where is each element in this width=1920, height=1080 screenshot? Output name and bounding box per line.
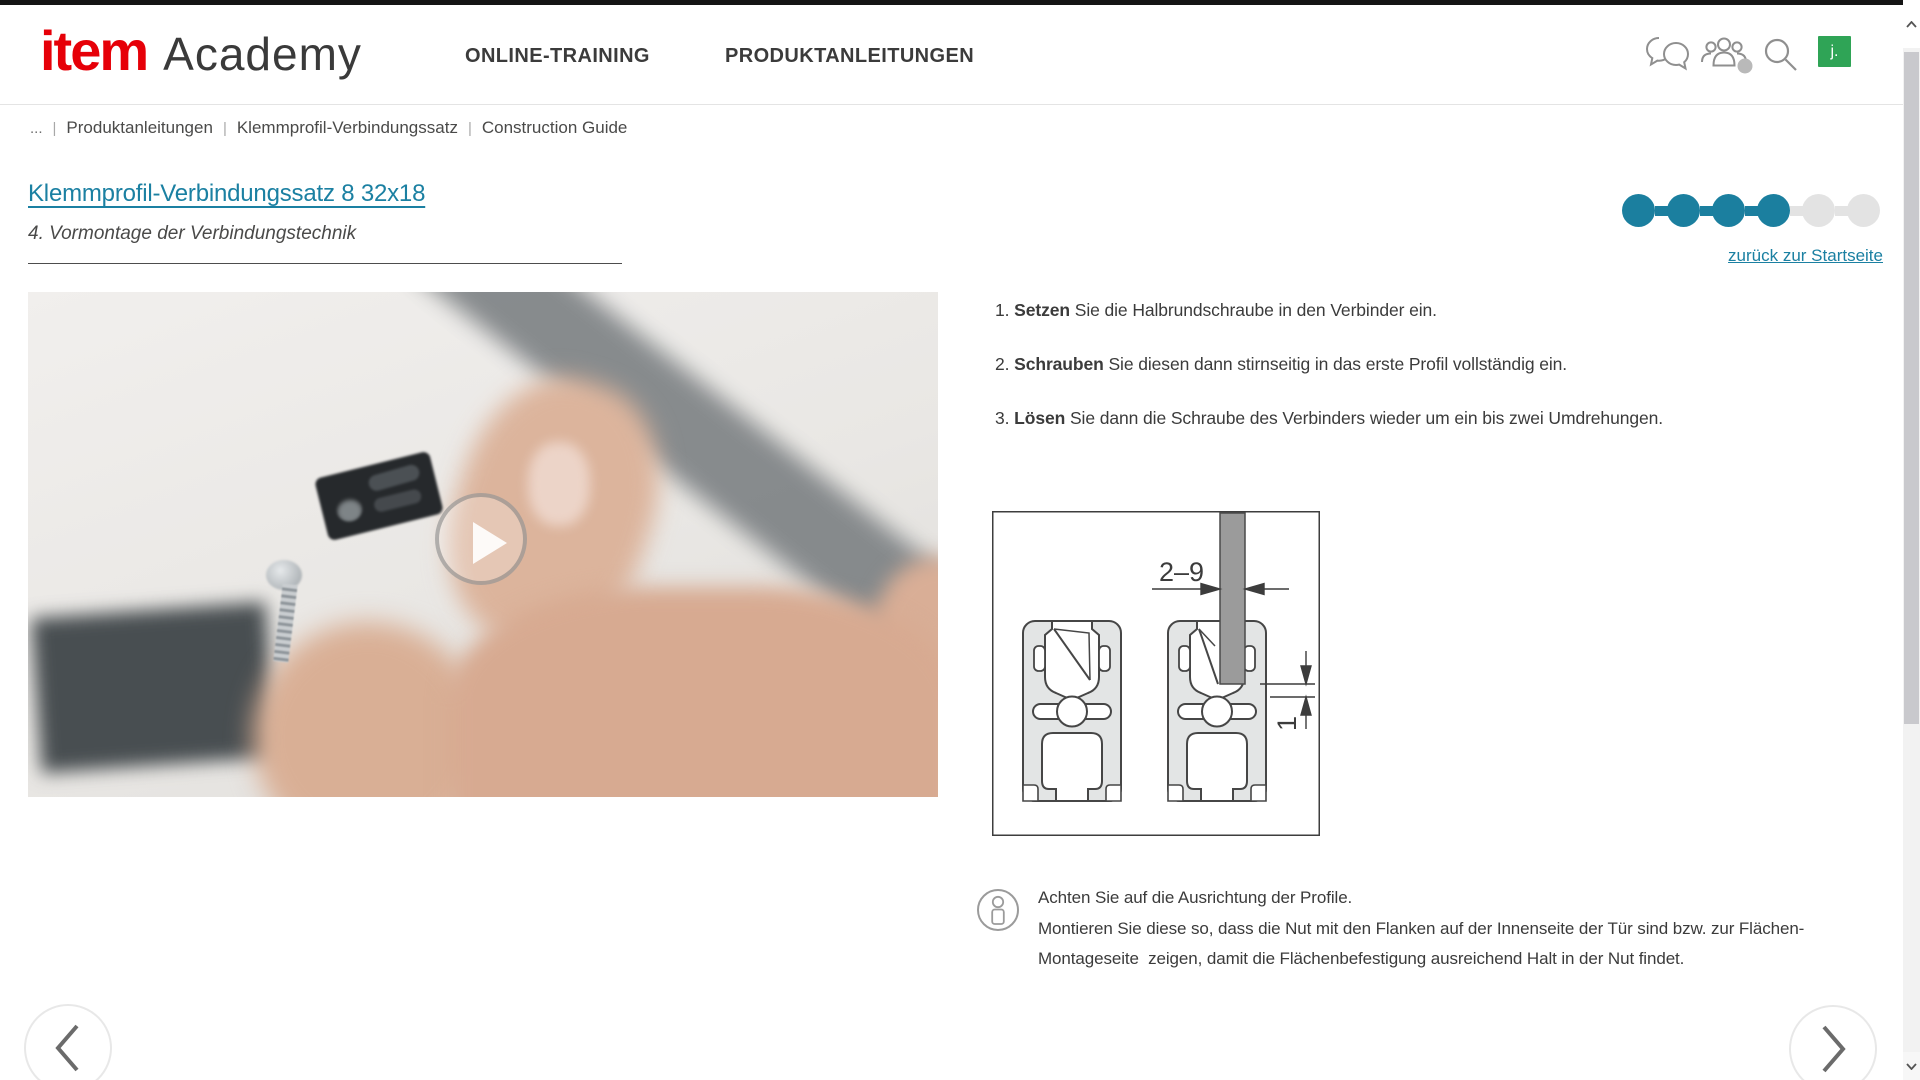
diagram-panel (1220, 513, 1245, 684)
previous-page-button[interactable] (24, 1004, 112, 1080)
breadcrumb-separator: | (467, 120, 472, 137)
technical-diagram (992, 511, 1320, 836)
chevron-left-icon (50, 1021, 86, 1075)
progress-connector (1655, 206, 1668, 216)
logo-suffix: Academy (163, 28, 362, 80)
breadcrumb-item[interactable]: Klemmprofil-Verbindungssatz (236, 118, 458, 137)
note-line: Montageseite zeigen, damit die Flächenbefestigung ausreichend Halt in der Nut findet. (1038, 949, 1685, 968)
logo[interactable] (40, 21, 362, 81)
next-page-button[interactable] (1789, 1005, 1877, 1080)
scrollbar-down-button[interactable] (1903, 1052, 1920, 1080)
progress-dot-completed (1712, 194, 1745, 227)
video-blurred-block (31, 602, 276, 773)
breadcrumb-item[interactable]: Produktanleitungen (66, 118, 213, 137)
profile-cross-section-right (1168, 621, 1266, 801)
back-to-start-link[interactable]: zurück zur Startseite (1728, 246, 1883, 265)
video-connector-stamp (373, 488, 423, 513)
progress-connector (1835, 206, 1848, 216)
breadcrumb-ellipsis[interactable]: ... (30, 120, 43, 137)
video-connector-stamp (367, 463, 421, 493)
avatar[interactable]: j. (1818, 36, 1851, 67)
profile-cross-section-left (1023, 621, 1121, 801)
progress-connector (1700, 206, 1713, 216)
chevron-right-icon (1815, 1022, 1851, 1076)
chevron-down-icon (1906, 1063, 1917, 1070)
top-black-bar (0, 0, 1903, 5)
video-hand (448, 587, 938, 797)
video-connector-part (314, 451, 444, 542)
title-divider (28, 263, 622, 264)
note-line: Montieren Sie diese so, dass die Nut mit den Flanken auf der Innenseite der Tür sind bzw. zur Flächen- (1038, 918, 1805, 938)
progress-dot-pending (1847, 194, 1880, 227)
note-line: Achten Sie auf die Ausrichtung der Profile. (1038, 888, 1353, 907)
users-icon[interactable] (1700, 36, 1754, 79)
scrollbar[interactable] (1903, 0, 1920, 1080)
breadcrumb-item[interactable]: Construction Guide (481, 118, 628, 137)
video-fingernail (528, 442, 590, 526)
instruction-step: 2. Schrauben Sie diesen dann stirnseitig in das erste Profil vollständig ein. (995, 354, 1568, 374)
play-button[interactable] (435, 493, 527, 585)
dimension-label-right: 1 (1272, 715, 1302, 731)
instruction-step: 3. Lösen Sie dann die Schraube des Verbinders wieder um ein bis zwei Umdrehungen. (995, 408, 1663, 428)
breadcrumb-separator: | (52, 120, 57, 137)
note-text (1038, 883, 1804, 975)
progress-dot-completed (1757, 194, 1790, 227)
search-icon[interactable] (1763, 37, 1798, 77)
scrollbar-thumb[interactable] (1904, 52, 1919, 724)
progress-indicator (1622, 194, 1880, 227)
nav-online-training[interactable]: ONLINE-TRAINING (465, 45, 650, 67)
instruction-step: 1. Setzen Sie die Halbrundschraube in den Verbinder ein. (995, 300, 1437, 320)
instruction-steps (995, 300, 1775, 462)
scrollbar-up-button[interactable] (1903, 0, 1920, 48)
page-subtitle: 4. Vormontage der Verbindungstechnik (28, 223, 357, 244)
header (0, 5, 1903, 105)
nav-produktanleitungen[interactable]: PRODUKTANLEITUNGEN (725, 45, 975, 67)
info-icon (976, 888, 1020, 937)
video-player[interactable] (28, 292, 938, 797)
breadcrumb (30, 118, 627, 138)
progress-dot-pending (1802, 194, 1835, 227)
progress-connector (1745, 206, 1758, 216)
video-connector-hole (334, 495, 365, 525)
logo-brand: item (40, 19, 148, 82)
dimension-label-top: 2–9 (1159, 557, 1205, 587)
progress-dot-completed (1667, 194, 1700, 227)
page-title-link[interactable]: Klemmprofil-Verbindungssatz 8 32x18 (28, 180, 426, 207)
breadcrumb-items (43, 118, 628, 137)
chat-icon[interactable] (1645, 35, 1691, 78)
progress-dot-completed (1622, 194, 1655, 227)
chevron-up-icon (1906, 21, 1917, 28)
breadcrumb-separator: | (222, 120, 227, 137)
progress-connector (1790, 206, 1803, 216)
play-icon (473, 522, 507, 564)
